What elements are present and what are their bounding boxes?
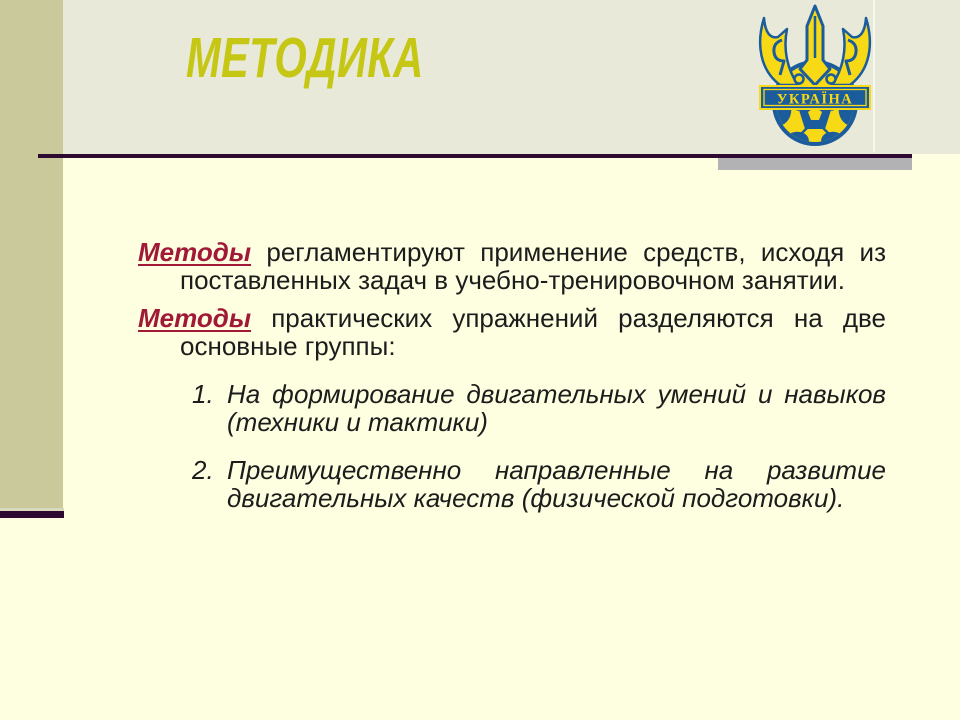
slide-body <box>138 237 886 513</box>
list-item-number: 2. <box>192 455 214 485</box>
list-item-number: 1. <box>192 379 214 409</box>
paragraph-text: практических упражнений разделяются на две основные группы: <box>180 303 886 361</box>
numbered-list-item <box>180 456 886 512</box>
paragraph-text: регламентируют применение средств, исходя из поставленных задач в учебно-тренировочном занятии. <box>180 237 886 295</box>
ukraine-football-federation-logo-icon <box>752 2 874 150</box>
list-item-text: На формирование двигательных умений и навыков (техники и тактики) <box>227 379 886 437</box>
methods-keyword: Методы <box>138 237 252 267</box>
numbered-list-item <box>180 380 886 436</box>
methods-keyword: Методы <box>138 303 252 333</box>
logo-banner-text: УКРАЇНА <box>776 91 854 108</box>
left-accent-bar <box>0 0 63 508</box>
logo-banner <box>760 86 870 109</box>
list-item-text: Преимущественно направленные на развитие двигательных качеств (физической подготовки). <box>227 455 886 513</box>
sidebar-bottom-divider <box>0 511 64 518</box>
slide-title: МЕТОДИКА <box>186 26 424 90</box>
body-paragraph <box>138 303 886 361</box>
divider-shadow-bar <box>718 158 912 170</box>
trident-icon <box>760 6 870 85</box>
body-paragraph <box>138 237 886 295</box>
